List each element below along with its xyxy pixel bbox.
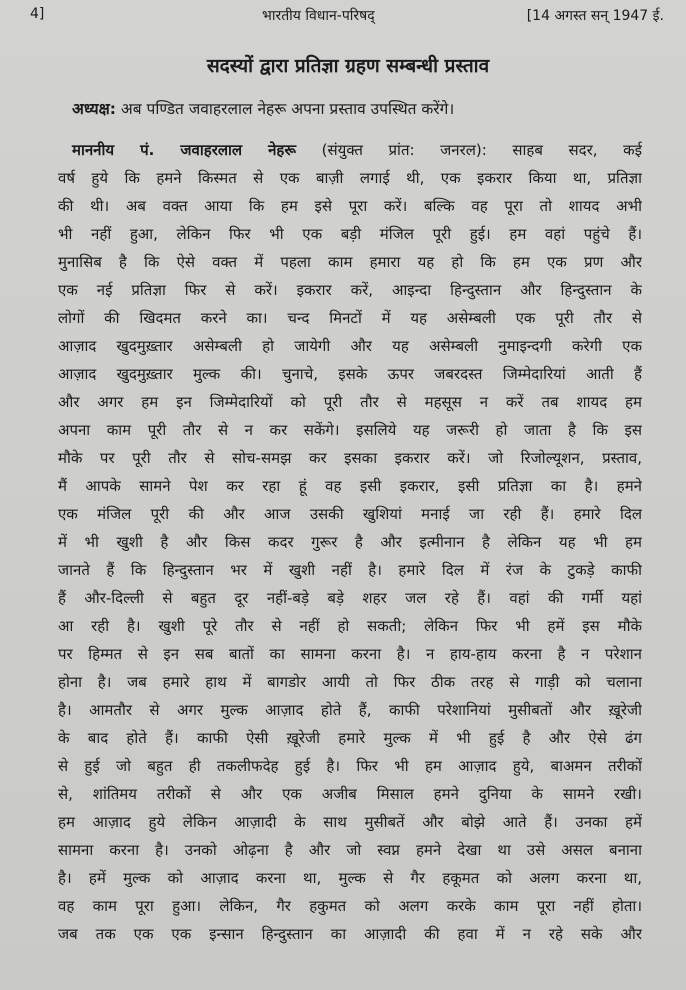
speech-line: से, शांतिमय तरीकों से और एक अजीब मिसाल हमने दुनिया के सामने रखी। — [58, 785, 642, 803]
speech-line: से हुई जो बहुत ही तकलीफदेह हुई है। फिर भी हम आज़ाद हुये, बाअमन तरीकों — [58, 757, 642, 775]
page-number: 4] — [30, 6, 45, 22]
chair-speaker-label: अध्यक्ष: — [72, 100, 116, 118]
speech-line: जब तक एक एक इन्सान हिन्दुस्तान का आज़ादी की हवा में न रहे सके और — [58, 925, 642, 943]
speech-line: की थी। अब वक्त आया कि हम इसे पूरा करें। बल्कि वह पूरा तो शायद अभी — [58, 197, 642, 215]
speech-line: जानते हैं कि हिन्दुस्तान भर में खुशी नहीं है। हमारे दिल में रंज के टुकड़े काफी — [58, 561, 642, 579]
speech-line: वह काम पूरा हुआ। लेकिन, गैर हकुमत को अलग करके काम पूरा नहीं होता। — [58, 897, 642, 915]
speech-first-line — [58, 136, 642, 164]
section-title: सदस्यों द्वारा प्रतिज्ञा ग्रहण सम्बन्धी प्रस्ताव — [206, 55, 490, 77]
speech-body — [58, 136, 642, 948]
speech-line: हम आज़ाद हुये लेकिन आज़ादी के साथ मुसीबतें और बोझे आते हैं। उनका हमें — [58, 813, 642, 831]
speech-line: मौके पर पूरी तौर से सोच-समझ कर इसका इकरार करें। जो रिजोल्यूशन, प्रस्ताव, — [58, 449, 642, 467]
speech-line: वर्ष हुये कि हमने किस्मत से एक बाज़ी लगाई थी, एक इकरार किया था, प्रतिज्ञा — [58, 169, 642, 187]
speech-line: होना है। जब हमारे हाथ में बागडोर आयी तो फिर ठीक तरह से गाड़ी को चलाना — [58, 673, 642, 691]
chair-announcement — [72, 97, 646, 119]
speech-line: और अगर हम इन जिम्मेदारियों को पूरी तौर से महसूस न करें तब शायद हम — [58, 393, 642, 411]
speech-line: एक नई प्रतिज्ञा फिर से करें। इकरार करें, आइन्दा हिन्दुस्तान और हिन्दुस्तान के — [58, 281, 642, 299]
speech-line: हैं और-दिल्ली से बहुत दूर नहीं-बड़े बड़े शहर जल रहे हैं। वहां की गर्मी यहां — [58, 589, 642, 607]
speech-line: लोगों की खिदमत करने का। चन्द मिनटों में यह असेम्बली एक पूरी तौर से — [58, 309, 642, 327]
speech-line: में भी खुशी है और किस कदर गुरूर है और इत्मीनान है लेकिन यह भी हम — [58, 533, 642, 551]
header-publication-title: भारतीय विधान-परिषद् — [262, 8, 375, 24]
speech-line: एक मंजिल पूरी की और आज उसकी खुशियां मनाई जा रही हैं। हमारे दिल — [58, 505, 642, 523]
speech-line: है। आमतौर से अगर मुल्क आज़ाद होते हैं, काफी परेशानियां मुसीबतों और ख़ूरेजी — [58, 701, 642, 719]
speech-line: भी नहीं हुआ, लेकिन फिर भी एक बड़ी मंजिल पूरी हुई। हम वहां पहुंचे हैं। — [58, 225, 642, 243]
speech-line: के बाद होते हैं। काफी ऐसी ख़ूरेजी हमारे मुल्क में भी हुई है और ऐसे ढंग — [58, 729, 642, 747]
speech-line: आज़ाद खुदमुख़्तार मुल्क की। चुनाचे, इसके ऊपर जबरदस्त जिम्मेदारियां आती हैं — [58, 365, 642, 383]
speech-line: पर हिम्मत से इन सब बातों का सामना करना है। न हाय-हाय करना है न परेशान — [58, 645, 642, 663]
header-date: [14 अगस्त सन् 1947 ई. — [526, 8, 664, 24]
chair-announcement-text: अब पण्डित जवाहरलाल नेहरू अपना प्रस्ताव उपस्थित करेंगे। — [120, 100, 455, 118]
speech-line: है। हमें मुल्क को आज़ाद करना था, मुल्क से गैर हकूमत को अलग करना था, — [58, 869, 642, 887]
speech-line: मुनासिब है कि ऐसे वक्त में पहला काम हमारा यह हो कि हम एक प्रण और — [58, 253, 642, 271]
speaker-constituency-text: (संयुक्त प्रांत: जनरल): साहब सदर, कई — [321, 141, 642, 159]
speech-line: आ रही है। खुशी पूरे तौर से नहीं हो सकती; लेकिन फिर भी हमें इस मौके — [58, 617, 642, 635]
running-header — [30, 6, 664, 28]
speech-line: मैं आपके सामने पेश कर रहा हूं वह इसी इकरार, इसी प्रतिज्ञा का है। हमने — [58, 477, 642, 495]
speech-line: सामना करना है। उनको ओढ़ना है और जो स्वप्न हमने देखा था उसे असल बनाना — [58, 841, 642, 859]
speech-line: आज़ाद खुदमुख़्तार असेम्बली हो जायेगी और यह असेम्बली नुमाइन्दगी करेगी एक — [58, 337, 642, 355]
speaker-name: माननीय पं. जवाहरलाल नेहरू — [72, 141, 297, 159]
speech-line: अपना काम पूरी तौर से न कर सकेंगे। इसलिये यह जरूरी हो जाता है कि इस — [58, 421, 642, 439]
